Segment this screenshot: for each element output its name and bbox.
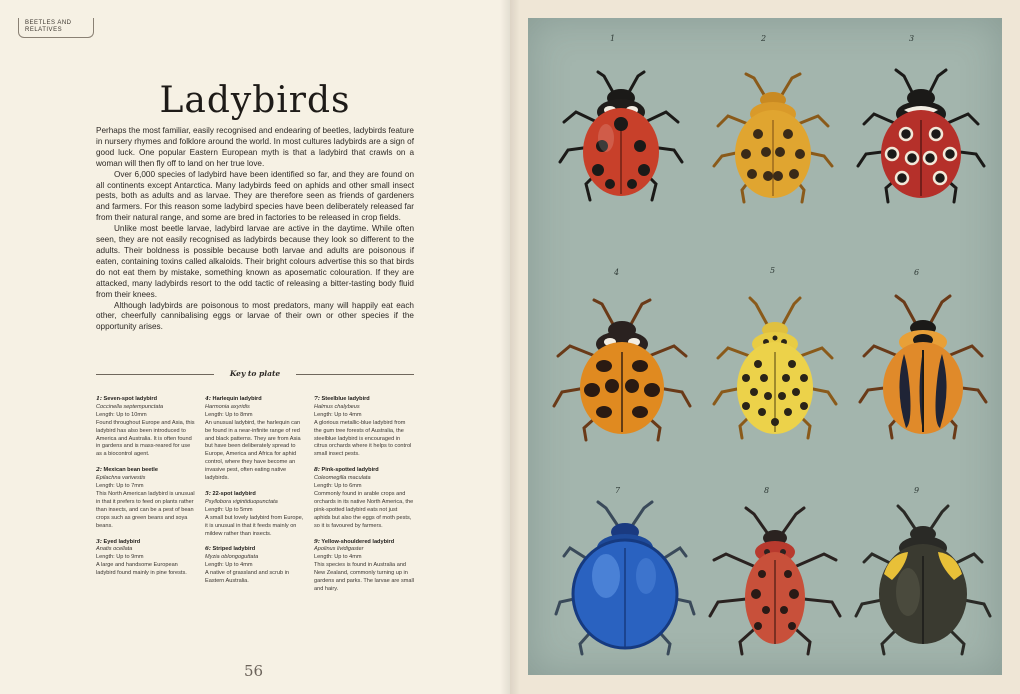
steelblue-ladybird-illustration [550,496,700,656]
paragraph: Perhaps the most familiar, easily recognised and endearing of beetles, ladybirds feature in nursery rhymes and folklore around the world. In most cultures ladybirds are a sign of good luck. One popular Eastern European myth is that a ladybird that crawls on a woman will then fly off to land on her true love. [96,126,414,168]
key-number: 8: [314,467,320,474]
seven-spot-ladybird-illustration [546,54,696,204]
key-description: A native of grassland and scrub in Eastern Australia. [205,570,289,585]
paragraph: Over 6,000 species of ladybird have been identified so far, and they are found on all continents except Antarctica. Many ladybirds feed on aphids and other small insect pests, both as adults and as larvae. They are therefore seen as friends of gardeners and farmers. For this reason some ladybird species have been deliberately released far from their natural range, and some are bred in factories to be released in crop fields. [96,169,414,223]
key-entry [205,396,305,483]
key-name: Eyed ladybird [103,538,141,545]
key-scientific-name: Harmonia axyridis [205,403,250,410]
paragraph: Although ladybirds are poisonous to most predators, many will happily eat each other, cheerfully cannibalising eggs or larvae of their own or other species if the opportunity arises. [96,300,414,332]
key-description: A small but lovely ladybird from Europe, it is unusual in that it feeds mainly on mildew rather than insects. [205,514,304,537]
book-gutter [500,0,520,694]
key-length: Length: Up to 10mm [96,411,147,418]
plate-label-7: 7 [615,486,621,495]
page-number: 56 [244,662,264,680]
key-name: Mexican bean beetle [103,467,158,474]
illustration-plate [528,18,1002,675]
pink-spotted-ladybird-illustration [700,498,850,658]
key-name: Pink-spotted ladybird [321,467,379,474]
paragraph: Unlike most beetle larvae, ladybird larvae are active in the daytime. While often seen, they are not easily recognised as ladybirds because they look so different to the adults. Their boldness is possible because both larvae and adults are poisonous if eaten, containing toxins called alkaloids. Their bright colours advertise this so that birds do not eat them by mistake, something known as aposematic colouration. If they are attacked, many ladybirds resort to the odd tactic of releasing a bitter-tasting body fluid from their knees. [96,224,414,299]
key-length: Length: Up to 8mm [205,411,253,418]
key-number: 4: [205,396,211,402]
key-name: Striped ladybird [212,546,256,553]
key-name: Steelblue ladybird [321,396,370,402]
eyed-ladybird-illustration [846,54,996,204]
key-entry [205,546,305,586]
plate-label-6: 6 [914,268,920,277]
key-entry [96,467,196,530]
key-description: Commonly found in arable crops and orchards in its native North America, the pink-spotted ladybird eats not just aphids but also the eggs of moth pests, so it is favoured by farmers. [314,490,414,529]
key-divider-right [296,374,414,375]
22-spot-ladybird-illustration [700,282,850,442]
key-scientific-name: Psyllobora vigintiduopunctata [205,498,278,505]
key-column-2 [205,396,305,594]
section-tab: BEETLES AND RELATIVES [18,18,94,38]
plate-label-2: 2 [761,34,767,43]
key-entry [96,396,196,459]
body-text [96,126,414,333]
key-name: Yellow-shouldered ladybird [321,538,395,545]
mexican-bean-beetle-illustration [698,54,848,204]
key-description: A large and handsome European ladybird found mainly in pine forests. [96,562,187,577]
key-scientific-name: Halmus chalybeus [314,403,360,410]
key-scientific-name: Coccinella septempunctata [96,403,164,410]
key-description: This North American ladybird is unusual in that it prefers to feed on plants rather than insects, and can be a pest of bean crops such as green beans and soya beans. [96,490,195,529]
plate-label-8: 8 [764,486,770,495]
key-entry [314,467,414,530]
key-number: 5: [205,490,211,497]
plate-label-4: 4 [614,268,620,277]
plate-label-9: 9 [914,486,920,495]
key-scientific-name: Apolinus lividigaster [314,546,364,553]
key-number: 1: [96,396,102,402]
key-scientific-name: Epilachna varivestis [96,475,146,482]
key-number: 7: [314,396,320,402]
key-length: Length: Up to 9mm [96,554,144,561]
key-length: Length: Up to 6mm [314,483,362,490]
plate-label-5: 5 [770,266,776,275]
key-name: 22-spot ladybird [212,490,256,497]
key-length: Length: Up to 4mm [314,554,362,561]
key-name: Harlequin ladybird [212,396,262,402]
key-number: 3: [96,538,102,545]
key-number: 2: [96,467,102,474]
key-divider-left [96,374,214,375]
plate-label-3: 3 [909,34,915,43]
plate-label-1: 1 [610,34,616,43]
key-length: Length: Up to 5mm [205,506,253,513]
key-description: Found throughout Europe and Asia, this ladybird has also been introduced to America and Australia. It is often found in gardens and is mass-reared for use as a biocontrol agent. [96,419,195,458]
key-entry [96,539,196,579]
key-scientific-name: Myzia oblongoguttata [205,554,259,561]
key-entry [314,396,414,459]
key-description: An unusual ladybird, the harlequin can be found in a near-infinite range of red and black patterns. They are from Asia but have been deliberately spread to Europe, America and Africa for aphid control, where they have become an invasive pest, often eating native ladybirds. [205,419,301,482]
page-title: Ladybirds [159,80,351,121]
key-column-3 [314,396,414,602]
key-entry [205,491,305,538]
key-scientific-name: Coleomegilla maculata [314,475,371,482]
key-number: 9: [314,538,320,545]
key-column-1 [96,396,196,586]
key-length: Length: Up to 7mm [96,483,144,490]
key-scientific-name: Anatis ocellata [96,546,133,553]
yellow-shouldered-ladybird-illustration [848,498,998,658]
harlequin-ladybird-illustration [542,282,702,442]
key-number: 6: [205,546,211,553]
key-entry [314,539,414,594]
key-length: Length: Up to 4mm [314,411,362,418]
key-name: Seven-spot ladybird [103,396,157,402]
key-description: A glorious metallic-blue ladybird from the gum tree forests of Australia, the steelblue ladybird is encouraged in citrus orchards where it helps to control small insect pests. [314,419,412,458]
key-description: This species is found in Australia and New Zealand, commonly turning up in gardens and parks. The larvae are small and hairy. [314,562,415,592]
striped-ladybird-illustration [848,282,998,442]
key-title: Key to plate [229,369,281,378]
key-length: Length: Up to 4mm [205,562,253,569]
